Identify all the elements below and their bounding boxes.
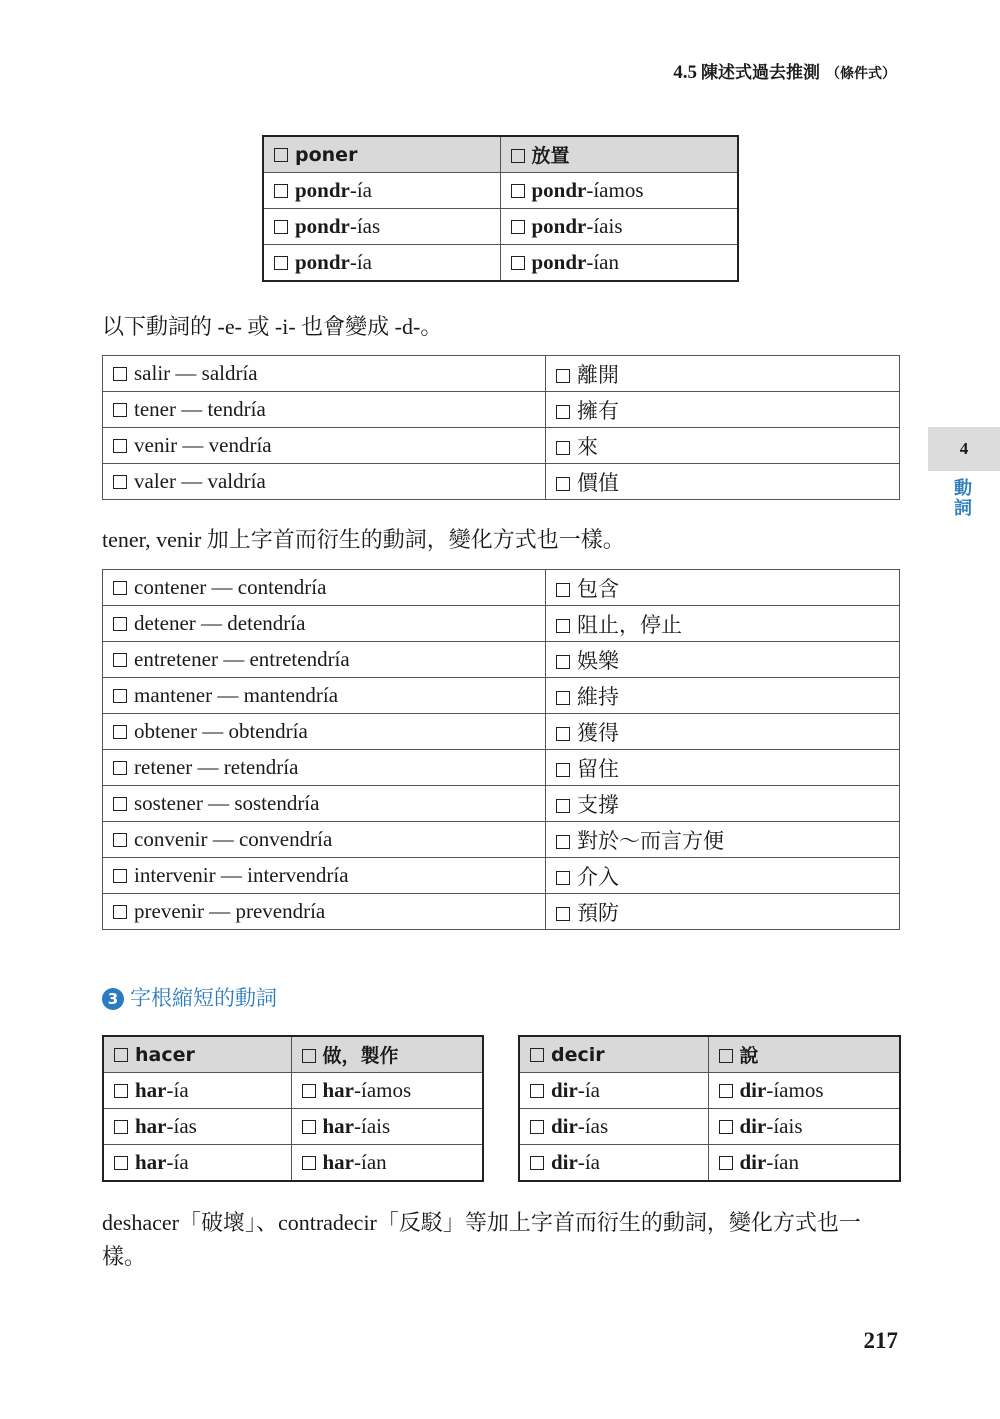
section-title: 陳述式過去推測 [701,63,820,83]
checkbox-icon [113,797,127,811]
verb-ending: -íais [354,1114,391,1138]
verb-stem: dir [739,1078,767,1102]
conjugation-cell [500,209,738,245]
verb-cell [103,714,546,750]
meaning-cell [546,642,900,678]
checkbox-icon [719,1120,733,1134]
table-header-row [263,136,738,173]
verb-list-table-2 [102,569,900,930]
page-number: 217 [863,1328,898,1353]
conjugation-cell [103,1145,291,1182]
verb-ending: -íamos [586,178,644,202]
conjugation-cell [519,1109,708,1145]
checkbox-icon [274,220,288,234]
verb-cell [103,750,546,786]
section-number-badge: 3 [102,988,124,1010]
header-cell [291,1036,483,1073]
verb-cell [103,428,546,464]
checkbox-icon [556,405,570,419]
checkbox-icon [511,184,525,198]
verb-ending: -íais [586,214,623,238]
verb-text: retener — retendría [134,755,299,779]
meaning-cell [546,822,900,858]
table-row [103,570,900,606]
checkbox-icon [113,689,127,703]
header-cell [708,1036,900,1073]
verb-stem: har [322,1078,354,1102]
meaning-cell [546,678,900,714]
verb-ending: -ía [166,1150,189,1174]
checkbox-icon [556,655,570,669]
meaning-text: 維持 [577,684,619,709]
verb-stem: dir [739,1114,767,1138]
verb-stem: dir [739,1150,767,1174]
checkbox-icon [274,148,288,162]
checkbox-icon [274,184,288,198]
verb-stem: pondr [531,250,587,274]
header-label: decir [551,1043,605,1066]
verb-cell [103,786,546,822]
verb-stem: har [135,1114,167,1138]
verb-stem: har [135,1078,167,1102]
conjugation-cell [291,1073,483,1109]
header-label: hacer [135,1043,195,1066]
verb-text: venir — vendría [134,433,272,457]
verb-ending: -ían [586,250,620,274]
meaning-text: 獲得 [577,720,619,745]
paragraph-prefix-derived: tener, venir 加上字首而衍生的動詞，變化方式也一樣。 [102,527,625,552]
verb-ending: -íamos [766,1078,824,1102]
table-header-row [519,1036,900,1073]
verb-text: convenir — convendría [134,827,333,851]
table-row [519,1109,900,1145]
verb-stem: pondr [295,178,350,202]
checkbox-icon [556,583,570,597]
table-row [103,750,900,786]
verb-text: detener — detendría [134,611,306,635]
table-row [103,392,900,428]
checkbox-icon [556,369,570,383]
conjugation-cell [103,1109,291,1145]
verb-stem: dir [551,1078,578,1102]
verb-cell [103,570,546,606]
verb-cell [103,356,546,392]
conjugation-cell [708,1073,900,1109]
meaning-cell [546,714,900,750]
conjugation-cell [291,1109,483,1145]
checkbox-icon [530,1156,544,1170]
checkbox-icon [113,725,127,739]
conjugation-cell [500,245,738,282]
table-row [103,1145,483,1182]
verb-stem: har [322,1114,354,1138]
verb-cell [103,464,546,500]
meaning-text: 包含 [577,576,619,601]
checkbox-icon [113,905,127,919]
checkbox-icon [302,1156,316,1170]
table-row [103,894,900,930]
header-cell [519,1036,708,1073]
verb-ending: -ía [577,1150,600,1174]
table-row [103,1073,483,1109]
meaning-text: 留住 [577,756,619,781]
verb-ending: -ía [577,1078,600,1102]
checkbox-icon [274,256,288,270]
header-label: 說 [739,1045,759,1067]
section-heading [102,982,277,1012]
conjugation-cell [263,209,500,245]
meaning-text: 對於～而言方便 [577,828,724,853]
checkbox-icon [556,727,570,741]
table-row [103,858,900,894]
table-row [263,173,738,209]
verb-cell [103,392,546,428]
conjugation-cell [500,173,738,209]
table-row [103,356,900,392]
table-row [103,606,900,642]
meaning-cell [546,356,900,392]
meaning-text: 預防 [577,900,619,925]
header-label: poner [295,143,358,166]
verb-ending: -íais [766,1114,803,1138]
verb-ending: -ía [349,250,373,274]
checkbox-icon [302,1049,316,1063]
verb-ending: -íamos [354,1078,412,1102]
verb-cell [103,642,546,678]
header-cell [103,1036,291,1073]
checkbox-icon [113,367,127,381]
verb-stem: pondr [531,214,587,238]
verb-text: intervenir — intervendría [134,863,349,887]
verb-stem: pondr [295,214,350,238]
meaning-text: 娛樂 [577,648,619,673]
checkbox-icon [556,477,570,491]
table-row [519,1145,900,1182]
table-row [103,678,900,714]
meaning-cell [546,570,900,606]
verb-ending: -ía [166,1078,189,1102]
checkbox-icon [530,1084,544,1098]
running-header [673,58,896,84]
conjugation-cell [263,173,500,209]
checkbox-icon [556,799,570,813]
checkbox-icon [113,833,127,847]
conjugation-cell [708,1145,900,1182]
checkbox-icon [556,763,570,777]
table-row [103,642,900,678]
verb-text: valer — valdría [134,469,266,493]
header-label: 做，製作 [322,1045,399,1067]
table-row [103,1109,483,1145]
checkbox-icon [113,761,127,775]
verb-cell [103,678,546,714]
verb-stem: dir [551,1150,578,1174]
verb-list-table-1 [102,355,900,500]
verb-cell [103,822,546,858]
header-cell [263,136,500,173]
meaning-cell [546,392,900,428]
meaning-text: 價值 [577,470,619,495]
checkbox-icon [114,1156,128,1170]
verb-text: contener — contendría [134,575,327,599]
paragraph-deshacer: deshacer「破壞」、contradecir「反駁」等加上字首而衍生的動詞，變化方式也一樣。 [102,1210,861,1269]
conjugation-cell [263,245,500,282]
table-row [103,786,900,822]
verb-stem: har [322,1150,354,1174]
table-row [263,245,738,282]
conjugation-cell [103,1073,291,1109]
header-cell [500,136,738,173]
conjugation-cell [519,1073,708,1109]
section-heading-text: 字根縮短的動詞 [130,986,277,1010]
verb-ending: -ías [166,1114,197,1138]
checkbox-icon [113,869,127,883]
verb-stem: dir [551,1114,578,1138]
conjugation-cell [708,1109,900,1145]
table-row [263,209,738,245]
conjugation-cell [291,1145,483,1182]
verb-text: obtener — obtendría [134,719,308,743]
verb-stem: pondr [295,250,350,274]
table-row [519,1073,900,1109]
checkbox-icon [530,1048,544,1062]
verb-text: tener — tendría [134,397,266,421]
verb-ending: -ía [349,178,373,202]
meaning-text: 來 [577,434,598,459]
verb-stem: har [135,1150,167,1174]
meaning-text: 阻止，停止 [577,612,682,637]
checkbox-icon [556,619,570,633]
checkbox-icon [113,617,127,631]
table-row [103,428,900,464]
checkbox-icon [511,220,525,234]
verb-ending: -ían [354,1150,387,1174]
verb-text: prevenir — prevendría [134,899,326,923]
checkbox-icon [114,1084,128,1098]
checkbox-icon [719,1156,733,1170]
table-header-row [103,1036,483,1073]
verb-cell [103,894,546,930]
checkbox-icon [113,403,127,417]
checkbox-icon [530,1120,544,1134]
verb-text: salir — saldría [134,361,258,385]
checkbox-icon [511,256,525,270]
verb-ending: -ías [577,1114,609,1138]
chapter-tab-label: 動詞 [954,478,972,519]
meaning-cell [546,750,900,786]
verb-ending: -ías [349,214,381,238]
section-number: 4.5 [673,62,697,83]
checkbox-icon [719,1084,733,1098]
checkbox-icon [302,1120,316,1134]
poner-conjugation-table [262,135,739,282]
meaning-cell [546,606,900,642]
checkbox-icon [114,1048,128,1062]
checkbox-icon [511,149,525,163]
checkbox-icon [113,475,127,489]
table-row [103,464,900,500]
table-row [103,822,900,858]
checkbox-icon [556,907,570,921]
verb-cell [103,858,546,894]
verb-text: mantener — mantendría [134,683,339,707]
checkbox-icon [113,439,127,453]
checkbox-icon [556,691,570,705]
checkbox-icon [556,441,570,455]
checkbox-icon [302,1084,316,1098]
section-subtitle: （條件式） [826,66,896,82]
paragraph-d-change: 以下動詞的 -e- 或 -i- 也會變成 -d-。 [102,314,443,339]
verb-text: entretener — entretendría [134,647,350,671]
decir-conjugation-table [518,1035,901,1182]
checkbox-icon [113,581,127,595]
checkbox-icon [556,871,570,885]
meaning-cell [546,894,900,930]
meaning-cell [546,786,900,822]
conjugation-cell [519,1145,708,1182]
table-row [103,714,900,750]
verb-text: sostener — sostendría [134,791,320,815]
verb-stem: pondr [531,178,587,202]
chapter-tab: 4 [928,427,1000,471]
meaning-text: 介入 [577,864,619,889]
checkbox-icon [114,1120,128,1134]
meaning-cell [546,464,900,500]
meaning-text: 擁有 [577,398,619,423]
meaning-cell [546,858,900,894]
hacer-conjugation-table [102,1035,484,1182]
checkbox-icon [556,835,570,849]
checkbox-icon [719,1049,733,1063]
verb-ending: -ían [766,1150,799,1174]
meaning-text: 離開 [577,362,619,387]
checkbox-icon [113,653,127,667]
header-label: 放置 [531,145,570,167]
meaning-text: 支撐 [577,792,619,817]
meaning-cell [546,428,900,464]
verb-cell [103,606,546,642]
